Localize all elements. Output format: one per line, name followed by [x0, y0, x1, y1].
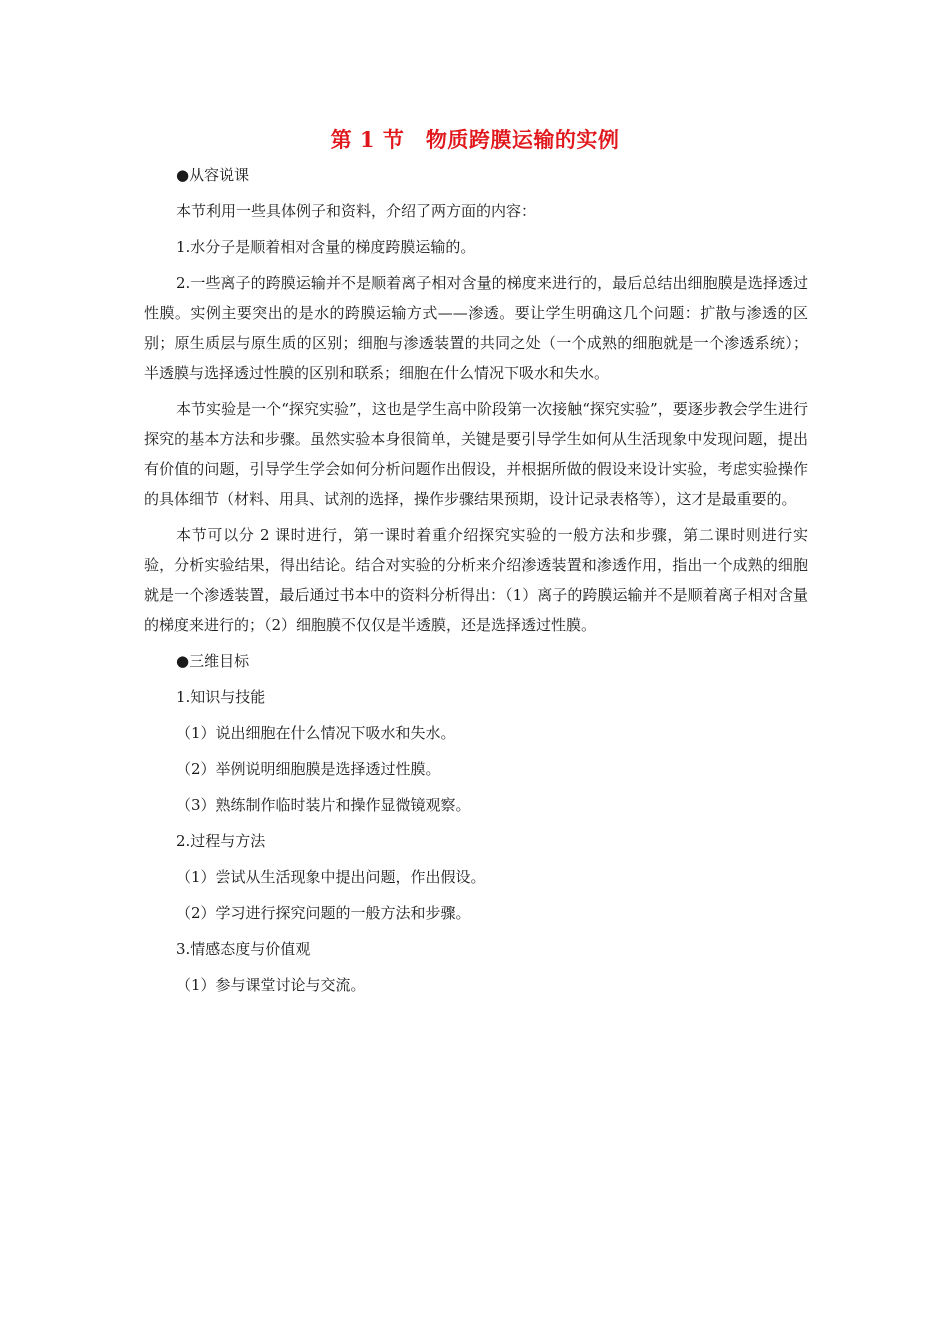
goal-item: （2）学习进行探究问题的一般方法和步骤。 — [176, 904, 471, 922]
paragraph: 本节利用一些具体例子和资料，介绍了两方面的内容： — [176, 202, 537, 220]
goal-item: （3）熟练制作临时装片和操作显微镜观察。 — [176, 796, 471, 814]
section-heading-goals: ●三维目标 — [176, 652, 250, 670]
goal-item: （1）尝试从生活现象中提出问题，作出假设。 — [176, 868, 486, 886]
goal-item: （1）说出细胞在什么情况下吸水和失水。 — [176, 724, 456, 742]
paragraph: 本节实验是一个“探究实验”，这也是学生高中阶段第一次接触“探究实验”，要逐步教会学生进行探究的基本方法和步骤。虽然实验本身很简单，关键是要引导学生如何从生活现象中发现问题，提出有价值的问题，引导学生学会如何分析问题作出假设，并根据所做的假设来设计实验，考虑实验操作的具体细节（材料、用具、试剂的选择，操作步骤结果预期，设计记录表格等），这才是最重要的。 — [144, 400, 808, 508]
document-body — [144, 160, 808, 1006]
goal-item: （1）参与课堂讨论与交流。 — [176, 976, 366, 994]
goal-heading: 1.知识与技能 — [176, 688, 266, 706]
page-title: 第 1 节 物质跨膜运输的实例 — [330, 127, 620, 152]
paragraph: 2.一些离子的跨膜运输并不是顺着离子相对含量的梯度来进行的，最后总结出细胞膜是选择透过性膜。实例主要突出的是水的跨膜运输方式——渗透。要让学生明确这几个问题：扩散与渗透的区别；原生质层与原生质的区别；细胞与渗透装置的共同之处（一个成熟的细胞就是一个渗透系统）；半透膜与选择透过性膜的区别和联系；细胞在什么情况下吸水和失水。 — [144, 274, 808, 382]
goal-heading: 3.情感态度与价值观 — [176, 940, 311, 958]
goal-heading: 2.过程与方法 — [176, 832, 266, 850]
paragraph: 本节可以分 2 课时进行，第一课时着重介绍探究实验的一般方法和步骤，第二课时则进行实验，分析实验结果，得出结论。结合对实验的分析来介绍渗透装置和渗透作用，指出一个成熟的细胞就是一个渗透装置，最后通过书本中的资料分析得出：（1）离子的跨膜运输并不是顺着离子相对含量的梯度来进行的；（2）细胞膜不仅仅是半透膜，还是选择透过性膜。 — [144, 526, 808, 634]
paragraph: 1.水分子是顺着相对含量的梯度跨膜运输的。 — [176, 238, 476, 256]
section-heading-lesson-notes: ●从容说课 — [176, 166, 250, 184]
goal-item: （2）举例说明细胞膜是选择透过性膜。 — [176, 760, 441, 778]
